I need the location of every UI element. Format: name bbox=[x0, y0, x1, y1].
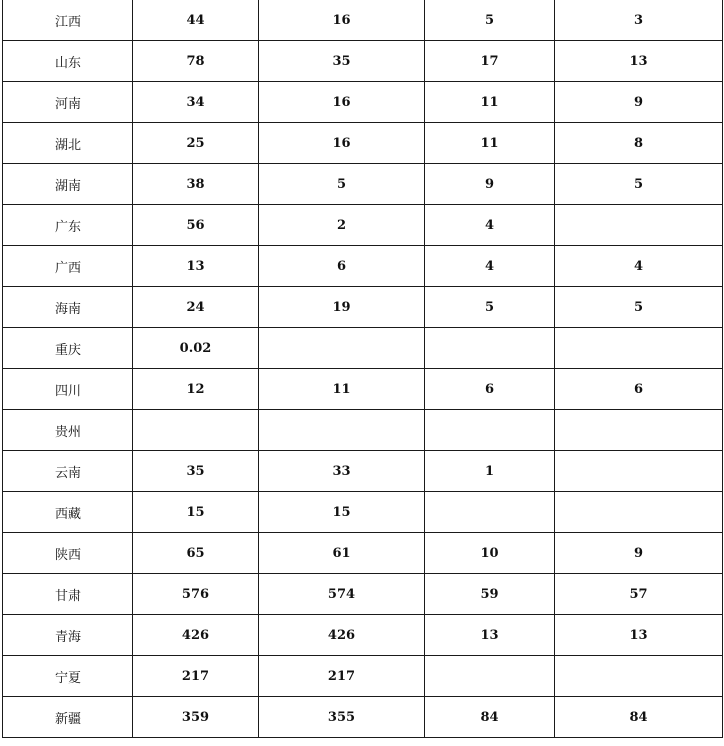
value-cell: 5 bbox=[555, 287, 723, 328]
table-row bbox=[3, 615, 723, 656]
value-cell: 11 bbox=[425, 123, 555, 164]
value-cell: 61 bbox=[259, 533, 425, 574]
value-cell: 2 bbox=[259, 205, 425, 246]
value-cell: 16 bbox=[259, 0, 425, 41]
value-cell: 35 bbox=[133, 451, 259, 492]
region-cell: 湖北 bbox=[3, 123, 133, 164]
region-cell: 西藏 bbox=[3, 492, 133, 533]
value-cell: 9 bbox=[555, 533, 723, 574]
value-cell: 6 bbox=[425, 369, 555, 410]
value-cell: 65 bbox=[133, 533, 259, 574]
region-cell: 宁夏 bbox=[3, 656, 133, 697]
value-cell: 44 bbox=[133, 0, 259, 41]
value-cell: 15 bbox=[133, 492, 259, 533]
value-cell bbox=[425, 410, 555, 451]
region-cell: 甘肃 bbox=[3, 574, 133, 615]
value-cell: 359 bbox=[133, 697, 259, 738]
value-cell: 38 bbox=[133, 164, 259, 205]
value-cell: 16 bbox=[259, 123, 425, 164]
value-cell: 217 bbox=[259, 656, 425, 697]
value-cell: 34 bbox=[133, 82, 259, 123]
value-cell: 11 bbox=[259, 369, 425, 410]
table-row bbox=[3, 82, 723, 123]
value-cell: 9 bbox=[555, 82, 723, 123]
value-cell bbox=[259, 328, 425, 369]
value-cell: 217 bbox=[133, 656, 259, 697]
region-cell: 青海 bbox=[3, 615, 133, 656]
value-cell: 9 bbox=[425, 164, 555, 205]
value-cell: 57 bbox=[555, 574, 723, 615]
value-cell: 426 bbox=[259, 615, 425, 656]
value-cell: 5 bbox=[259, 164, 425, 205]
value-cell: 84 bbox=[555, 697, 723, 738]
region-cell: 贵州 bbox=[3, 410, 133, 451]
table-row bbox=[3, 369, 723, 410]
value-cell bbox=[555, 328, 723, 369]
value-cell: 5 bbox=[555, 164, 723, 205]
value-cell: 3 bbox=[555, 0, 723, 41]
value-cell: 16 bbox=[259, 82, 425, 123]
value-cell: 8 bbox=[555, 123, 723, 164]
table-row bbox=[3, 328, 723, 369]
value-cell bbox=[555, 492, 723, 533]
value-cell: 12 bbox=[133, 369, 259, 410]
region-cell: 广西 bbox=[3, 246, 133, 287]
value-cell: 15 bbox=[259, 492, 425, 533]
table-row bbox=[3, 697, 723, 738]
value-cell: 13 bbox=[425, 615, 555, 656]
value-cell: 84 bbox=[425, 697, 555, 738]
value-cell bbox=[555, 205, 723, 246]
value-cell: 59 bbox=[425, 574, 555, 615]
value-cell bbox=[133, 410, 259, 451]
value-cell: 33 bbox=[259, 451, 425, 492]
value-cell: 13 bbox=[555, 41, 723, 82]
table-row bbox=[3, 656, 723, 697]
value-cell: 0.02 bbox=[133, 328, 259, 369]
region-cell: 云南 bbox=[3, 451, 133, 492]
value-cell: 426 bbox=[133, 615, 259, 656]
table-row bbox=[3, 410, 723, 451]
region-cell: 海南 bbox=[3, 287, 133, 328]
table-row bbox=[3, 533, 723, 574]
value-cell bbox=[555, 410, 723, 451]
value-cell: 24 bbox=[133, 287, 259, 328]
value-cell: 13 bbox=[555, 615, 723, 656]
table-row bbox=[3, 287, 723, 328]
value-cell: 6 bbox=[259, 246, 425, 287]
value-cell: 1 bbox=[425, 451, 555, 492]
table-row bbox=[3, 0, 723, 41]
value-cell: 11 bbox=[425, 82, 555, 123]
value-cell: 574 bbox=[259, 574, 425, 615]
value-cell bbox=[425, 328, 555, 369]
value-cell bbox=[425, 492, 555, 533]
value-cell: 56 bbox=[133, 205, 259, 246]
region-cell: 新疆 bbox=[3, 697, 133, 738]
table-row bbox=[3, 574, 723, 615]
value-cell: 10 bbox=[425, 533, 555, 574]
value-cell bbox=[555, 656, 723, 697]
value-cell: 78 bbox=[133, 41, 259, 82]
region-cell: 江西 bbox=[3, 0, 133, 41]
region-cell: 河南 bbox=[3, 82, 133, 123]
table-row bbox=[3, 123, 723, 164]
region-cell: 山东 bbox=[3, 41, 133, 82]
region-cell: 陕西 bbox=[3, 533, 133, 574]
value-cell: 4 bbox=[425, 205, 555, 246]
province-data-table bbox=[2, 0, 723, 738]
value-cell bbox=[425, 656, 555, 697]
region-cell: 重庆 bbox=[3, 328, 133, 369]
value-cell: 17 bbox=[425, 41, 555, 82]
value-cell: 4 bbox=[425, 246, 555, 287]
value-cell: 19 bbox=[259, 287, 425, 328]
table-row bbox=[3, 492, 723, 533]
value-cell: 6 bbox=[555, 369, 723, 410]
table-row bbox=[3, 164, 723, 205]
value-cell: 5 bbox=[425, 287, 555, 328]
table-row bbox=[3, 451, 723, 492]
table-row bbox=[3, 41, 723, 82]
value-cell: 35 bbox=[259, 41, 425, 82]
table-row bbox=[3, 205, 723, 246]
value-cell: 25 bbox=[133, 123, 259, 164]
value-cell: 5 bbox=[425, 0, 555, 41]
value-cell bbox=[555, 451, 723, 492]
table-row bbox=[3, 246, 723, 287]
value-cell bbox=[259, 410, 425, 451]
region-cell: 四川 bbox=[3, 369, 133, 410]
value-cell: 355 bbox=[259, 697, 425, 738]
region-cell: 广东 bbox=[3, 205, 133, 246]
value-cell: 4 bbox=[555, 246, 723, 287]
value-cell: 576 bbox=[133, 574, 259, 615]
region-cell: 湖南 bbox=[3, 164, 133, 205]
value-cell: 13 bbox=[133, 246, 259, 287]
